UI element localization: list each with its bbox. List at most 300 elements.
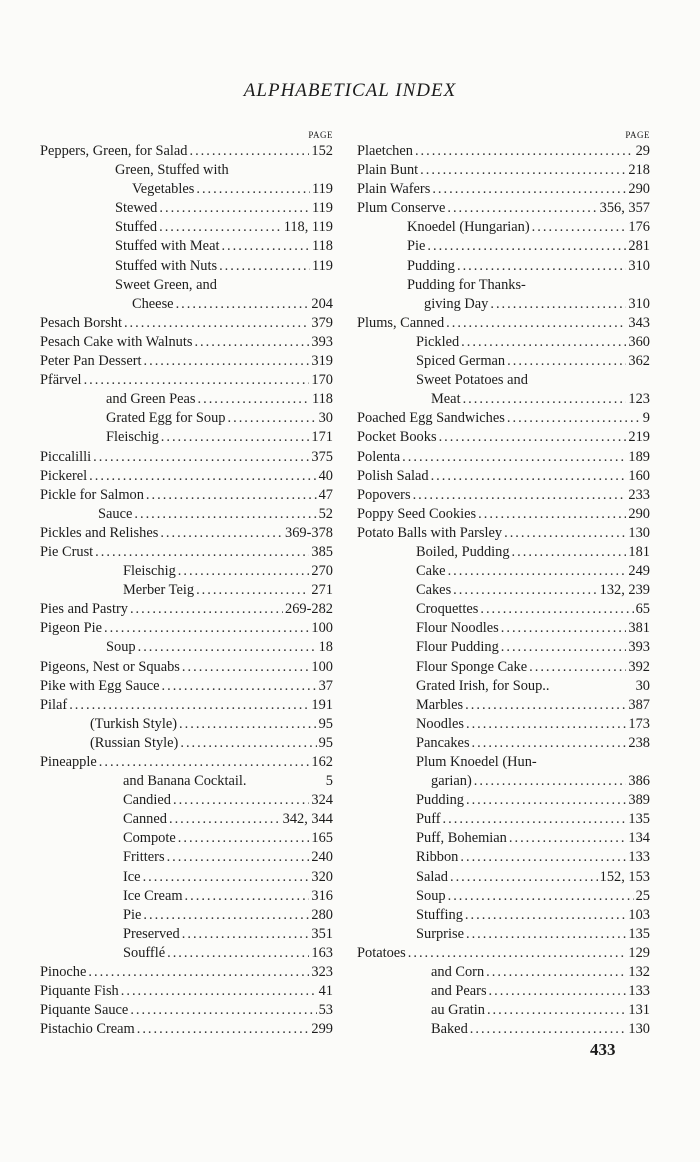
index-entry-page: 171	[311, 429, 333, 446]
dot-leader	[160, 524, 283, 543]
index-entry	[40, 791, 333, 810]
index-entry	[357, 925, 650, 944]
dot-leader	[427, 237, 626, 256]
dot-leader	[490, 295, 626, 314]
index-entry	[357, 467, 650, 486]
index-entry	[40, 982, 333, 1001]
dot-leader	[463, 390, 627, 409]
index-entry-text: Plain Bunt	[357, 162, 419, 179]
index-entry-page: 9	[642, 410, 650, 427]
index-entries-left	[40, 142, 333, 1039]
index-entry	[357, 333, 650, 352]
index-entry-text: Ribbon	[416, 849, 459, 866]
index-entry	[40, 753, 333, 772]
index-entry-page: 393	[628, 639, 650, 656]
dot-leader	[457, 257, 626, 276]
index-entry	[357, 982, 650, 1001]
index-entry-text: Poached Egg Sandwiches	[357, 410, 505, 427]
dot-leader	[137, 1020, 310, 1039]
index-entry-text: Ice Cream	[123, 887, 183, 904]
index-entry-page: 204	[311, 295, 333, 312]
index-entry	[40, 887, 333, 906]
index-entry-text: Croquettes	[416, 601, 479, 618]
index-entry-text: Fleischig	[106, 429, 159, 446]
dot-leader	[179, 715, 317, 734]
dot-leader	[529, 658, 626, 677]
index-entry-page: 103	[628, 906, 650, 923]
index-entry-page: 356, 357	[599, 200, 650, 217]
dot-leader	[474, 772, 627, 791]
index-entries-right	[357, 142, 650, 1039]
index-entry-text: Surprise	[416, 925, 464, 942]
dot-leader	[144, 352, 310, 371]
index-entry	[357, 295, 650, 314]
index-entry-page: 290	[628, 505, 650, 522]
index-entry	[357, 715, 650, 734]
index-entry-page: 381	[628, 620, 650, 637]
index-entry-text: Peter Pan Dessert	[40, 353, 142, 370]
index-entry	[40, 868, 333, 887]
index-entry-text: Pilaf	[40, 696, 68, 713]
index-entry	[357, 409, 650, 428]
index-entry	[357, 829, 650, 848]
index-entry-page: 238	[628, 734, 650, 751]
dot-leader	[480, 600, 633, 619]
index-entry	[357, 581, 650, 600]
index-entry-page: 132	[628, 964, 650, 981]
index-entry-page: 40	[318, 467, 333, 484]
index-entry-page: 389	[628, 792, 650, 809]
index-entry-page: 316	[311, 887, 333, 904]
dot-leader	[460, 848, 626, 867]
dot-leader	[466, 791, 626, 810]
index-entry	[40, 333, 333, 352]
index-entry-page: 18	[318, 639, 333, 656]
index-entry-page: 100	[311, 658, 333, 675]
dot-leader	[408, 944, 627, 963]
dot-leader	[501, 619, 627, 638]
index-entry-text: Soup	[106, 639, 136, 656]
index-entry-text: Spiced German	[416, 353, 506, 370]
dot-leader	[198, 390, 310, 409]
index-entry-page: 65	[635, 601, 650, 618]
index-entry	[40, 925, 333, 944]
dot-leader	[161, 428, 310, 447]
index-entry-text: Pineapple	[40, 754, 97, 770]
index-entry-text: Plaetchen	[357, 143, 413, 159]
index-entry-text: Cakes	[416, 582, 452, 599]
index-entry	[357, 944, 650, 963]
index-entry-text: Piccalilli	[40, 448, 92, 465]
dot-leader	[189, 142, 309, 161]
index-entry	[40, 1020, 333, 1039]
index-entry-text: Pickles and Relishes	[40, 524, 159, 541]
index-entry-page: 392	[628, 658, 650, 675]
index-entry-text: Pudding	[416, 792, 464, 809]
index-entry	[357, 600, 650, 619]
index-entry-page: 375	[311, 448, 333, 465]
index-entry	[357, 486, 650, 505]
dot-leader	[99, 753, 310, 772]
index-entry-text: Flour Noodles	[416, 620, 499, 637]
index-entry	[357, 772, 650, 791]
index-entry	[40, 600, 333, 619]
dot-leader	[472, 734, 627, 753]
index-entry-text: Pie	[123, 906, 142, 923]
index-entry	[357, 390, 650, 409]
index-entry	[40, 658, 333, 677]
index-entry	[40, 543, 333, 562]
index-entry	[40, 906, 333, 925]
dot-leader	[143, 906, 309, 925]
dot-leader	[465, 906, 626, 925]
index-entry-text: Pudding for Thanks-	[407, 276, 526, 293]
index-entry-text: garian)	[431, 773, 472, 790]
index-entry	[357, 276, 650, 295]
index-entry-text: Merber Teig	[123, 582, 195, 599]
dot-leader	[504, 524, 626, 543]
index-entry-page: 362	[628, 353, 650, 370]
index-entry	[40, 486, 333, 505]
index-entry-page: 118	[311, 238, 333, 255]
index-entry-page: 5	[325, 773, 333, 790]
index-entry	[40, 829, 333, 848]
index-entry	[40, 428, 333, 447]
dot-leader	[138, 638, 317, 657]
index-entry-page: 219	[628, 429, 650, 446]
index-entry-text: Pfärvel	[40, 372, 82, 389]
index-entry-text: Pancakes	[416, 734, 470, 751]
index-entry-text: Pinoche	[40, 964, 87, 981]
index-entry-text: Pie	[407, 238, 426, 255]
index-entry-page: 351	[311, 925, 333, 942]
page-column-header: PAGE	[625, 130, 650, 140]
dot-leader	[443, 810, 627, 829]
dot-leader	[162, 677, 317, 696]
index-entry-text: Polenta	[357, 448, 401, 465]
index-entry	[40, 638, 333, 657]
index-entry	[40, 734, 333, 753]
dot-leader	[415, 142, 634, 161]
index-entry-text: Sauce	[98, 505, 133, 522]
index-entry	[357, 505, 650, 524]
index-entry-page: 123	[628, 391, 650, 408]
index-entry-page: 290	[628, 181, 650, 198]
index-entry	[40, 314, 333, 333]
index-entry-text: and Pears	[431, 983, 487, 1000]
index-entry-text: Potatoes	[357, 944, 406, 961]
dot-leader	[413, 486, 627, 505]
index-entry-text: (Turkish Style)	[90, 715, 178, 732]
index-entry	[357, 734, 650, 753]
index-entry-page: 100	[311, 620, 333, 637]
index-entry	[357, 753, 650, 772]
index-entry	[40, 161, 333, 180]
index-entry-page: 281	[628, 238, 650, 255]
index-entry-text: Pigeons, Nest or Squabs	[40, 658, 180, 675]
index-entry	[40, 276, 333, 295]
index-entry-text: Salad	[416, 868, 448, 885]
index-entry-page: 379	[311, 314, 333, 331]
index-entry-page: 170	[311, 372, 333, 389]
index-entry	[40, 524, 333, 543]
index-entry-text: Plain Wafers	[357, 181, 431, 198]
dot-leader	[219, 257, 310, 276]
index-entry	[40, 1001, 333, 1020]
index-entry	[40, 295, 333, 314]
dot-leader	[134, 505, 316, 524]
index-entry	[40, 505, 333, 524]
index-entry-text: giving Day	[424, 295, 489, 312]
index-entry-text: Pie Crust	[40, 543, 94, 560]
index-entry-text: Pesach Cake with Walnuts	[40, 333, 193, 350]
dot-leader	[182, 925, 310, 944]
index-entry-page: 189	[628, 448, 650, 465]
index-entry-page: 135	[628, 811, 650, 828]
index-entry	[357, 199, 650, 218]
index-entry-page: 360	[628, 333, 650, 350]
dot-leader	[167, 944, 309, 963]
dot-leader	[432, 180, 626, 199]
dot-leader	[470, 1020, 627, 1039]
index-entry	[40, 467, 333, 486]
dot-leader	[420, 161, 626, 180]
index-entry-page: 324	[311, 792, 333, 809]
index-entry-page: 53	[318, 1002, 333, 1019]
index-entry-page: 52	[318, 505, 333, 522]
index-entry-text: Sweet Green, and	[115, 276, 217, 293]
index-entry	[357, 161, 650, 180]
dot-leader	[486, 963, 626, 982]
index-entry-text: Stewed	[115, 200, 158, 217]
index-entry	[40, 448, 333, 467]
dot-leader	[221, 237, 309, 256]
index-entry-text: Preserved	[123, 925, 180, 942]
index-entry	[357, 791, 650, 810]
index-entry	[357, 543, 650, 562]
index-entry-text: Plum Conserve	[357, 200, 446, 217]
index-entry-text: Peppers, Green, for Salad	[40, 143, 188, 159]
index-entry-text: Plums, Canned	[357, 314, 445, 331]
index-entry-page: 135	[628, 925, 650, 942]
dot-leader	[447, 199, 597, 218]
index-entry-text: and Corn	[431, 964, 485, 981]
index-entry-page: 271	[311, 582, 333, 599]
index-entry-text: Meat	[431, 391, 461, 408]
index-entry	[40, 352, 333, 371]
index-entry	[40, 772, 333, 791]
index-entry-page: 152	[311, 143, 333, 159]
dot-leader	[178, 562, 310, 581]
index-entry-page: 25	[635, 887, 650, 904]
index-entry	[357, 619, 650, 638]
index-entry	[40, 562, 333, 581]
index-entry-text: Green, Stuffed with	[115, 162, 229, 179]
index-entry	[40, 180, 333, 199]
dot-leader	[185, 887, 310, 906]
index-entry-text: Pocket Books	[357, 429, 437, 446]
index-entry-page: 165	[311, 830, 333, 847]
index-entry-text: Compote	[123, 830, 176, 847]
index-entry-text: Polish Salad	[357, 467, 429, 484]
dot-leader	[446, 314, 626, 333]
dot-leader	[448, 562, 627, 581]
index-entry-page: 249	[628, 563, 650, 580]
index-entry-text: Soup	[416, 887, 446, 904]
index-entry-page: 130	[628, 1021, 650, 1038]
index-entry-page: 29	[635, 143, 650, 159]
dot-leader	[402, 448, 626, 467]
index-entry	[40, 218, 333, 237]
index-entry-text: Pickerel	[40, 467, 88, 484]
index-entry	[40, 677, 333, 696]
index-entry-page: 319	[311, 353, 333, 370]
index-entry-text: Grated Egg for Soup	[106, 410, 226, 427]
index-column-left	[40, 129, 333, 1039]
index-entry	[357, 906, 650, 925]
index-entry-text: Stuffed with Meat	[115, 238, 220, 255]
dot-leader	[487, 1001, 626, 1020]
dot-leader	[159, 199, 310, 218]
index-entry-page: 41	[318, 983, 333, 1000]
index-entry-page: 118	[311, 391, 333, 408]
index-entry-text: Pike with Egg Sauce	[40, 677, 160, 694]
dot-leader	[88, 963, 309, 982]
index-entry-page: 30	[318, 410, 333, 427]
dot-leader	[489, 982, 627, 1001]
index-entry-text: Cheese	[132, 295, 174, 312]
index-entry-text: and Green Peas	[106, 391, 196, 408]
dot-leader	[466, 715, 626, 734]
index-entry-text: Pistachio Cream	[40, 1021, 135, 1038]
dot-leader	[228, 409, 317, 428]
index-entry	[357, 1001, 650, 1020]
dot-leader	[176, 295, 310, 314]
dot-leader	[124, 314, 309, 333]
index-entry-page: 133	[628, 983, 650, 1000]
dot-leader	[450, 868, 598, 887]
index-entry	[357, 638, 650, 657]
index-entry-text: Fleischig	[123, 563, 176, 580]
dot-leader	[178, 829, 310, 848]
index-entry-text: Puff, Bohemian	[416, 830, 507, 847]
index-entry-page: 130	[628, 524, 650, 541]
index-entry-page: 47	[318, 486, 333, 503]
index-entry-text: Knoedel (Hungarian)	[407, 219, 530, 236]
dot-leader	[84, 371, 310, 390]
page-number: 433	[590, 1040, 616, 1059]
index-entry	[40, 944, 333, 963]
index-entry-text: Marbles	[416, 696, 464, 713]
index-entry-page: 393	[311, 333, 333, 350]
index-entry-page: 95	[318, 715, 333, 732]
dot-leader	[431, 467, 627, 486]
dot-leader	[196, 180, 310, 199]
index-entry	[40, 257, 333, 276]
index-entry-page: 385	[311, 543, 333, 560]
dot-leader	[461, 333, 626, 352]
dot-leader	[143, 868, 310, 887]
index-entry-text: Pudding	[407, 257, 455, 274]
index-entry-page: 119	[311, 200, 333, 217]
index-entry-text: Potato Balls with Parsley	[357, 524, 503, 541]
index-entry	[40, 142, 333, 161]
index-entry	[40, 810, 333, 829]
index-entry-text: Stuffed	[115, 219, 158, 236]
index-entry-text: Ice	[123, 868, 141, 885]
index-entry-text: Sweet Potatoes and	[416, 372, 528, 389]
index-entry	[357, 658, 650, 677]
index-entry-text: Cake	[416, 563, 446, 580]
index-entry	[40, 581, 333, 600]
index-entry	[40, 963, 333, 982]
index-entry-page: 173	[628, 715, 650, 732]
dot-leader	[167, 848, 310, 867]
dot-leader	[439, 428, 627, 447]
index-entry-text: Piquante Sauce	[40, 1002, 129, 1019]
dot-leader	[196, 581, 309, 600]
index-entry	[40, 371, 333, 390]
index-entry	[40, 696, 333, 715]
index-entry-page: 132, 239	[599, 582, 650, 599]
dot-leader	[194, 333, 309, 352]
index-entry-text: Flour Sponge Cake	[416, 658, 528, 675]
index-entry-text: Flour Pudding	[416, 639, 499, 656]
index-entry-page: 270	[311, 563, 333, 580]
dot-leader	[180, 734, 316, 753]
dot-leader	[512, 543, 627, 562]
index-entry-page: 131	[628, 1002, 650, 1019]
dot-leader	[169, 810, 281, 829]
index-entry-page: 240	[311, 849, 333, 866]
page-title: ALPHABETICAL INDEX	[243, 80, 457, 101]
index-entry	[357, 428, 650, 447]
index-entry	[40, 199, 333, 218]
dot-leader	[159, 218, 282, 237]
index-entry-text: (Russian Style)	[90, 734, 179, 751]
index-entry-text: Stuffing	[416, 906, 463, 923]
index-entry-text: Pies and Pastry	[40, 601, 128, 618]
index-entry	[357, 142, 650, 161]
index-entry	[357, 848, 650, 867]
index-entry-text: Candied	[123, 792, 171, 809]
index-entry	[357, 810, 650, 829]
dot-leader	[93, 448, 309, 467]
index-entry	[357, 1020, 650, 1039]
index-entry-page: 310	[628, 257, 650, 274]
index-entry-page: 95	[318, 734, 333, 751]
index-entry	[357, 371, 650, 390]
index-entry	[357, 237, 650, 256]
index-entry-page: 323	[311, 964, 333, 981]
index-entry	[357, 180, 650, 199]
index-entry-page: 369-378	[285, 524, 333, 541]
index-entry-text: Vegetables	[132, 181, 195, 198]
index-entry-page: 320	[311, 868, 333, 885]
index-entry-page: 162	[311, 754, 333, 770]
index-entry	[40, 619, 333, 638]
index-entry-text: Noodles	[416, 715, 464, 732]
index-entry-page: 299	[311, 1021, 333, 1038]
index-entry	[40, 237, 333, 256]
index-entry-text: Stuffed with Nuts	[115, 257, 218, 274]
index-entry-page: 133	[628, 849, 650, 866]
index-entry-page: 343	[628, 314, 650, 331]
index-entry-page: 269-282	[285, 601, 333, 618]
index-entry	[357, 868, 650, 887]
index-entry	[40, 848, 333, 867]
index-entry	[357, 257, 650, 276]
